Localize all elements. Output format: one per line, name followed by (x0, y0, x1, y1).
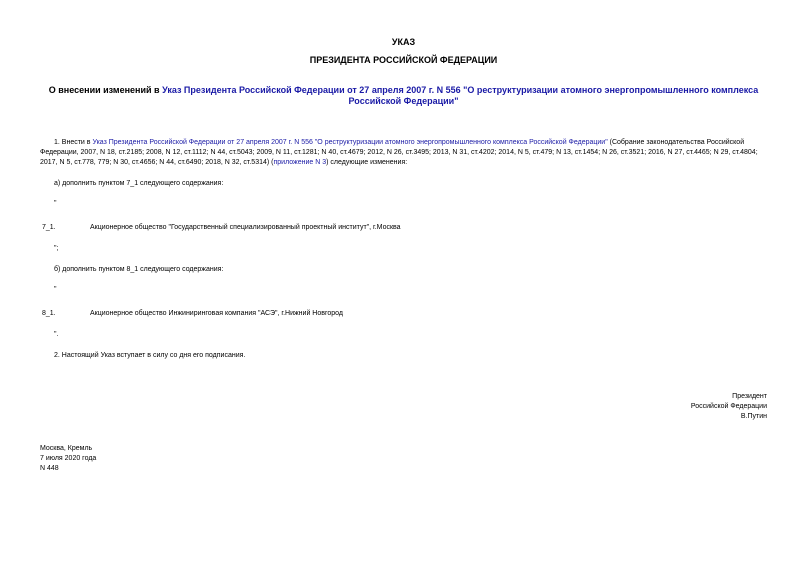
document-title (40, 85, 767, 107)
item-a: а) дополнить пунктом 7_1 следующего содержания: (54, 180, 224, 187)
title-prefix: О внесении изменений в (48, 85, 163, 95)
quote-open-2: " (54, 286, 57, 293)
paragraph-1-suffix: ) следующие изменения: (326, 159, 408, 166)
paragraph-1-citations: (Собрание законодательства Российской Федерации, 2007, N 18, ст.2185; 2008, N 12, ст.1112; N 44, ст.5043; 2009, N 11, ст.1281; N 40, ст.4679; 2012, N 26, ст.3495; 2013, N 31, ст.4202; 2014, N 5, ст.479; N 13, ст.1454; N 26, ст.3521; 2016, N 27, ст.4465; N 29, ст.4804; 2017, N 5, ст.778, 779; N 30, ст.4656; N 44, ст.6490; 2018, N 32, ст.5314) ( (40, 139, 758, 166)
row-2-number: 8_1. (42, 310, 56, 317)
quote-close-1: "; (54, 245, 59, 252)
decree-heading: УКАЗ (391, 37, 416, 47)
paragraph-1-prefix: 1. Внести в (54, 139, 93, 146)
signature-name: В.Путин (740, 413, 767, 420)
row-1-text: Акционерное общество "Государственный специализированный проектный институт", г.Москва (90, 224, 401, 231)
item-b: б) дополнить пунктом 8_1 следующего содержания: (54, 266, 224, 273)
signature-title: Президент (732, 393, 767, 400)
appendix-3-link[interactable]: приложение N 3 (273, 159, 327, 166)
decree-issuer: ПРЕЗИДЕНТА РОССИЙСКОЙ ФЕДЕРАЦИИ (309, 55, 498, 65)
paragraph-1 (40, 138, 767, 168)
paragraph-2: 2. Настоящий Указ вступает в силу со дня его подписания. (54, 352, 246, 359)
quote-open-1: " (54, 200, 57, 207)
footer-date: 7 июля 2020 года (40, 455, 97, 462)
row-2-text: Акционерное общество Инжиниринговая компания "АСЭ", г.Нижний Новгород (90, 310, 343, 317)
decree-556-link[interactable]: Указ Президента Российской Федерации от 27 апреля 2007 г. N 556 "О реструктуризации атомного энергопромышленного комплекса Российской Федерации" (92, 139, 608, 146)
row-1-number: 7_1. (42, 224, 56, 231)
signature-country: Российской Федерации (690, 403, 767, 410)
quote-close-2: ". (54, 331, 59, 338)
footer-place: Москва, Кремль (40, 445, 93, 452)
footer-number: N 448 (40, 465, 59, 472)
title-decree-link[interactable]: Указ Президента Российской Федерации от 27 апреля 2007 г. N 556 "О реструктуризации атомного энергопромышленного комплекса Российской Федерации" (162, 85, 759, 106)
